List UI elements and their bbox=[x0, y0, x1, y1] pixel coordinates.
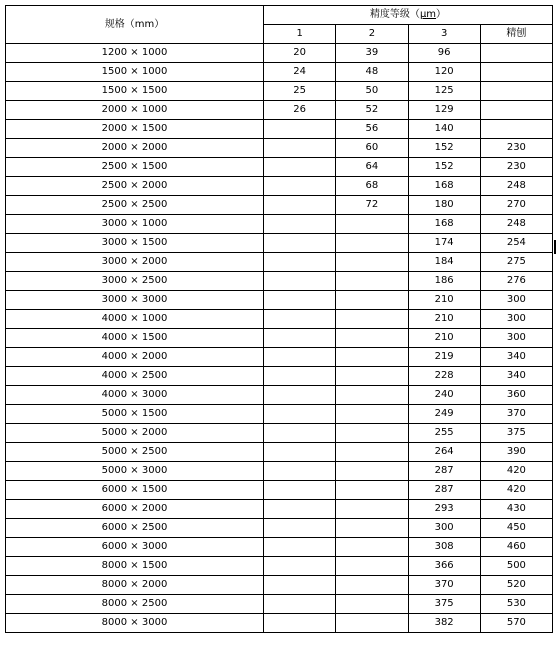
spec-cell: 1500 × 1500 bbox=[6, 82, 264, 101]
grade-3-cell: 120 bbox=[408, 63, 480, 82]
grade-1-cell bbox=[264, 272, 336, 291]
grade-2-cell bbox=[336, 253, 408, 272]
edge-marker bbox=[554, 240, 556, 254]
grade-1-cell bbox=[264, 310, 336, 329]
grade-2-cell bbox=[336, 291, 408, 310]
grade-1-cell bbox=[264, 177, 336, 196]
table-row bbox=[6, 120, 553, 139]
fine-plane-cell: 570 bbox=[480, 614, 552, 633]
grade-3-cell: 370 bbox=[408, 576, 480, 595]
grade-2-cell bbox=[336, 272, 408, 291]
grade-1-cell: 24 bbox=[264, 63, 336, 82]
table-row bbox=[6, 595, 553, 614]
precision-group-unit: μm bbox=[419, 9, 437, 20]
fine-plane-cell: 450 bbox=[480, 519, 552, 538]
grade-3-cell: 219 bbox=[408, 348, 480, 367]
grade-3-cell: 168 bbox=[408, 215, 480, 234]
grade-1-cell bbox=[264, 234, 336, 253]
spec-cell: 2000 × 1500 bbox=[6, 120, 264, 139]
grade-1-cell bbox=[264, 557, 336, 576]
grade-3-cell: 210 bbox=[408, 310, 480, 329]
grade-1-cell bbox=[264, 595, 336, 614]
grade-1-cell bbox=[264, 158, 336, 177]
grade-3-cell: 186 bbox=[408, 272, 480, 291]
table-row bbox=[6, 462, 553, 481]
fine-plane-cell: 530 bbox=[480, 595, 552, 614]
grade-1-cell bbox=[264, 424, 336, 443]
grade-2-cell bbox=[336, 329, 408, 348]
precision-spec-table bbox=[5, 5, 553, 633]
spec-cell: 3000 × 1000 bbox=[6, 215, 264, 234]
spec-column-header: 规格（mm） bbox=[6, 6, 264, 44]
grade-3-cell: 287 bbox=[408, 481, 480, 500]
grade-2-cell bbox=[336, 348, 408, 367]
fine-plane-cell: 230 bbox=[480, 158, 552, 177]
grade-3-cell: 168 bbox=[408, 177, 480, 196]
spec-cell: 5000 × 1500 bbox=[6, 405, 264, 424]
fine-plane-cell: 300 bbox=[480, 329, 552, 348]
spec-cell: 2500 × 2000 bbox=[6, 177, 264, 196]
spec-cell: 4000 × 1000 bbox=[6, 310, 264, 329]
grade-2-cell bbox=[336, 538, 408, 557]
fine-plane-cell: 340 bbox=[480, 348, 552, 367]
header-row-top bbox=[6, 6, 553, 25]
table-row bbox=[6, 82, 553, 101]
spec-cell: 6000 × 3000 bbox=[6, 538, 264, 557]
grade-2-cell bbox=[336, 215, 408, 234]
spec-cell: 1200 × 1000 bbox=[6, 44, 264, 63]
fine-plane-cell: 276 bbox=[480, 272, 552, 291]
fine-plane-cell: 375 bbox=[480, 424, 552, 443]
grade-2-header: 2 bbox=[336, 25, 408, 44]
fine-plane-cell bbox=[480, 44, 552, 63]
grade-3-cell: 210 bbox=[408, 291, 480, 310]
spec-cell: 8000 × 2000 bbox=[6, 576, 264, 595]
fine-plane-cell: 460 bbox=[480, 538, 552, 557]
table-row bbox=[6, 329, 553, 348]
grade-3-header: 3 bbox=[408, 25, 480, 44]
grade-1-cell bbox=[264, 519, 336, 538]
table-row bbox=[6, 348, 553, 367]
grade-2-cell bbox=[336, 519, 408, 538]
table-row bbox=[6, 519, 553, 538]
grade-3-cell: 210 bbox=[408, 329, 480, 348]
fine-plane-cell: 390 bbox=[480, 443, 552, 462]
grade-fine-plane-header: 精刨 bbox=[480, 25, 552, 44]
spec-cell: 8000 × 1500 bbox=[6, 557, 264, 576]
spec-cell: 8000 × 2500 bbox=[6, 595, 264, 614]
grade-3-cell: 249 bbox=[408, 405, 480, 424]
grade-2-cell: 52 bbox=[336, 101, 408, 120]
table-row bbox=[6, 158, 553, 177]
table-row bbox=[6, 538, 553, 557]
table-row bbox=[6, 367, 553, 386]
grade-3-cell: 184 bbox=[408, 253, 480, 272]
grade-1-cell bbox=[264, 253, 336, 272]
table-row bbox=[6, 557, 553, 576]
grade-1-cell bbox=[264, 500, 336, 519]
grade-1-cell bbox=[264, 329, 336, 348]
fine-plane-cell: 420 bbox=[480, 462, 552, 481]
spec-cell: 3000 × 3000 bbox=[6, 291, 264, 310]
precision-group-prefix: 精度等级（ bbox=[369, 9, 420, 20]
spec-table-container bbox=[5, 5, 553, 633]
fine-plane-cell: 300 bbox=[480, 291, 552, 310]
spec-cell: 6000 × 1500 bbox=[6, 481, 264, 500]
grade-3-cell: 240 bbox=[408, 386, 480, 405]
spec-cell: 8000 × 3000 bbox=[6, 614, 264, 633]
spec-cell: 4000 × 2000 bbox=[6, 348, 264, 367]
grade-1-cell bbox=[264, 538, 336, 557]
grade-3-cell: 174 bbox=[408, 234, 480, 253]
fine-plane-cell: 300 bbox=[480, 310, 552, 329]
grade-3-cell: 264 bbox=[408, 443, 480, 462]
grade-2-cell bbox=[336, 576, 408, 595]
grade-3-cell: 180 bbox=[408, 196, 480, 215]
grade-1-cell bbox=[264, 462, 336, 481]
grade-2-cell: 72 bbox=[336, 196, 408, 215]
grade-3-cell: 129 bbox=[408, 101, 480, 120]
fine-plane-cell bbox=[480, 120, 552, 139]
grade-1-cell bbox=[264, 614, 336, 633]
grade-3-cell: 125 bbox=[408, 82, 480, 101]
grade-2-cell: 50 bbox=[336, 82, 408, 101]
fine-plane-cell: 248 bbox=[480, 215, 552, 234]
fine-plane-cell bbox=[480, 101, 552, 120]
table-row bbox=[6, 405, 553, 424]
grade-2-cell bbox=[336, 310, 408, 329]
grade-2-cell bbox=[336, 500, 408, 519]
grade-1-cell bbox=[264, 367, 336, 386]
grade-1-cell bbox=[264, 576, 336, 595]
grade-2-cell: 48 bbox=[336, 63, 408, 82]
fine-plane-cell: 248 bbox=[480, 177, 552, 196]
grade-3-cell: 293 bbox=[408, 500, 480, 519]
grade-3-cell: 152 bbox=[408, 139, 480, 158]
spec-cell: 5000 × 2500 bbox=[6, 443, 264, 462]
fine-plane-cell bbox=[480, 63, 552, 82]
grade-1-cell: 26 bbox=[264, 101, 336, 120]
table-body bbox=[6, 44, 553, 633]
grade-2-cell: 68 bbox=[336, 177, 408, 196]
grade-1-cell bbox=[264, 348, 336, 367]
grade-1-cell bbox=[264, 291, 336, 310]
grade-3-cell: 96 bbox=[408, 44, 480, 63]
grade-2-cell bbox=[336, 462, 408, 481]
spec-cell: 5000 × 2000 bbox=[6, 424, 264, 443]
table-row bbox=[6, 291, 553, 310]
fine-plane-cell: 275 bbox=[480, 253, 552, 272]
grade-3-cell: 255 bbox=[408, 424, 480, 443]
spec-cell: 2000 × 2000 bbox=[6, 139, 264, 158]
spec-cell: 5000 × 3000 bbox=[6, 462, 264, 481]
grade-1-cell bbox=[264, 443, 336, 462]
table-row bbox=[6, 196, 553, 215]
fine-plane-cell: 360 bbox=[480, 386, 552, 405]
grade-1-cell bbox=[264, 215, 336, 234]
grade-2-cell bbox=[336, 234, 408, 253]
grade-1-cell bbox=[264, 386, 336, 405]
grade-3-cell: 287 bbox=[408, 462, 480, 481]
table-row bbox=[6, 139, 553, 158]
spec-cell: 3000 × 2500 bbox=[6, 272, 264, 291]
spec-cell: 6000 × 2000 bbox=[6, 500, 264, 519]
spec-cell: 1500 × 1000 bbox=[6, 63, 264, 82]
grade-3-cell: 308 bbox=[408, 538, 480, 557]
fine-plane-cell: 430 bbox=[480, 500, 552, 519]
grade-1-cell bbox=[264, 139, 336, 158]
fine-plane-cell: 230 bbox=[480, 139, 552, 158]
table-row bbox=[6, 500, 553, 519]
table-row bbox=[6, 253, 553, 272]
grade-2-cell bbox=[336, 557, 408, 576]
spec-cell: 3000 × 1500 bbox=[6, 234, 264, 253]
fine-plane-cell: 254 bbox=[480, 234, 552, 253]
grade-3-cell: 140 bbox=[408, 120, 480, 139]
table-row bbox=[6, 576, 553, 595]
grade-2-cell bbox=[336, 481, 408, 500]
table-row bbox=[6, 481, 553, 500]
grade-3-cell: 300 bbox=[408, 519, 480, 538]
table-row bbox=[6, 177, 553, 196]
grade-1-cell bbox=[264, 481, 336, 500]
table-row bbox=[6, 215, 553, 234]
spec-cell: 6000 × 2500 bbox=[6, 519, 264, 538]
fine-plane-cell: 520 bbox=[480, 576, 552, 595]
grade-2-cell: 39 bbox=[336, 44, 408, 63]
precision-group-header bbox=[264, 6, 553, 25]
table-row bbox=[6, 234, 553, 253]
spec-cell: 4000 × 3000 bbox=[6, 386, 264, 405]
grade-1-cell bbox=[264, 120, 336, 139]
grade-1-header: 1 bbox=[264, 25, 336, 44]
grade-3-cell: 152 bbox=[408, 158, 480, 177]
table-row bbox=[6, 272, 553, 291]
spec-cell: 2500 × 2500 bbox=[6, 196, 264, 215]
spec-cell: 4000 × 1500 bbox=[6, 329, 264, 348]
grade-1-cell bbox=[264, 405, 336, 424]
precision-group-suffix: ） bbox=[436, 9, 447, 20]
grade-1-cell: 20 bbox=[264, 44, 336, 63]
fine-plane-cell: 500 bbox=[480, 557, 552, 576]
grade-1-cell bbox=[264, 196, 336, 215]
grade-2-cell bbox=[336, 386, 408, 405]
table-row bbox=[6, 424, 553, 443]
spec-cell: 4000 × 2500 bbox=[6, 367, 264, 386]
table-row bbox=[6, 310, 553, 329]
grade-2-cell bbox=[336, 595, 408, 614]
spec-cell: 3000 × 2000 bbox=[6, 253, 264, 272]
table-row bbox=[6, 386, 553, 405]
fine-plane-cell: 420 bbox=[480, 481, 552, 500]
grade-1-cell: 25 bbox=[264, 82, 336, 101]
table-row bbox=[6, 614, 553, 633]
grade-2-cell: 60 bbox=[336, 139, 408, 158]
grade-2-cell bbox=[336, 367, 408, 386]
grade-3-cell: 228 bbox=[408, 367, 480, 386]
grade-2-cell bbox=[336, 405, 408, 424]
table-row bbox=[6, 443, 553, 462]
fine-plane-cell: 340 bbox=[480, 367, 552, 386]
table-row bbox=[6, 44, 553, 63]
grade-3-cell: 366 bbox=[408, 557, 480, 576]
grade-3-cell: 382 bbox=[408, 614, 480, 633]
grade-3-cell: 375 bbox=[408, 595, 480, 614]
fine-plane-cell bbox=[480, 82, 552, 101]
fine-plane-cell: 270 bbox=[480, 196, 552, 215]
grade-2-cell: 56 bbox=[336, 120, 408, 139]
grade-2-cell bbox=[336, 443, 408, 462]
table-row bbox=[6, 63, 553, 82]
table-row bbox=[6, 101, 553, 120]
grade-2-cell: 64 bbox=[336, 158, 408, 177]
grade-2-cell bbox=[336, 614, 408, 633]
spec-cell: 2000 × 1000 bbox=[6, 101, 264, 120]
grade-2-cell bbox=[336, 424, 408, 443]
fine-plane-cell: 370 bbox=[480, 405, 552, 424]
spec-cell: 2500 × 1500 bbox=[6, 158, 264, 177]
